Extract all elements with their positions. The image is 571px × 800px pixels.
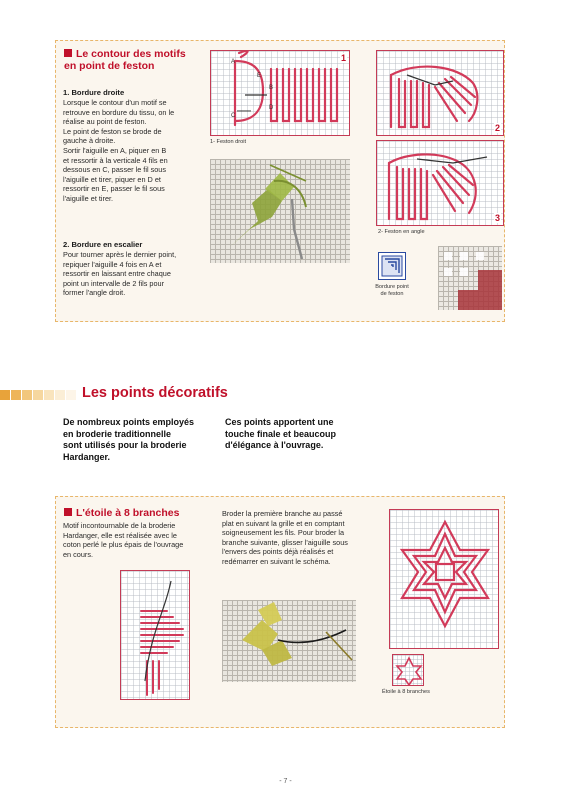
color-bar-square [11, 390, 21, 400]
etoile-instructions-line: soigneusement les fils. Pour broder la [222, 528, 345, 538]
color-bar-square [55, 390, 65, 400]
diagram-feston-angle-step2 [376, 50, 504, 136]
figure-number-2: 2 [494, 123, 500, 133]
section-title-etoile: L'étoile à 8 branches [64, 507, 179, 519]
diagram-etoile-branch [120, 570, 190, 700]
intro-right-paragraph [225, 417, 395, 452]
etoile-instructions-line: Broder la première branche au passé [222, 509, 343, 518]
point-label: D [269, 105, 274, 111]
page-title: Les points décoratifs [82, 385, 228, 401]
point-label: E [257, 73, 262, 79]
diagram-feston-droit [210, 50, 350, 136]
bordure-droite-line: Lorsque le contour d'un motif se [63, 98, 167, 107]
bordure-droite-line: réalise au point de feston. [63, 117, 147, 127]
bullet-square-icon [64, 49, 72, 57]
photo-feston-border-sample [438, 246, 502, 310]
intro-left-line: De nombreux points employés [63, 417, 195, 427]
bordure-droite-line: ressortir en E, passer le fil sous [63, 184, 165, 194]
intro-right-line: Ces points apportent une [225, 417, 334, 427]
feston-angle-stitches-2 [377, 51, 504, 136]
etoile-instructions-line: branche suivante, glisser l'aiguille sous [222, 537, 348, 547]
paragraph-bordure-droite [63, 98, 208, 204]
thumbnail-etoile [392, 654, 424, 686]
bordure-droite-line: dessous en C, passer le fil sous [63, 165, 167, 175]
intro-right-line: touche finale et beaucoup [225, 428, 337, 439]
etoile-intro-line: Motif incontournable de la broderie [63, 521, 176, 530]
intro-left-line: sont utilisés pour la broderie [63, 440, 187, 450]
paragraph-etoile-intro [63, 521, 213, 559]
bordure-droite-line: l'aiguille et tirer, piquer en D et [63, 174, 161, 184]
section-title-feston: Le contour des motifs en point de feston [64, 48, 186, 72]
color-bar-square [66, 390, 76, 400]
intro-right-line: d'élégance à l'ouvrage. [225, 440, 324, 450]
caption-etoile: Étoile à 8 branches [382, 689, 430, 695]
etoile-complete-stitches [390, 510, 499, 649]
etoile-intro-line: en cours. [63, 549, 94, 559]
intro-left-paragraph [63, 417, 233, 463]
etoile-instructions-line: l'envers des points déjà réalisés et [222, 547, 334, 557]
diagram-etoile-complete [389, 509, 499, 649]
bordure-escalier-line: point un intervalle de 2 fils pour [63, 278, 165, 288]
intro-left-line: en broderie traditionnelle [63, 428, 172, 439]
bordure-droite-line: Le point de feston se brode de [63, 126, 162, 136]
color-bar-square [33, 390, 43, 400]
bordure-escalier-line: repiquer l'aiguille 4 fois en A et [63, 259, 162, 269]
feston-droit-stitches [211, 51, 350, 136]
subheading-bordure-escalier: 2. Bordure en escalier [63, 240, 143, 249]
photo-etoile-embroidery [222, 600, 356, 682]
etoile-thumbnail-shape [393, 655, 424, 686]
feston-icon-shape [379, 253, 405, 279]
color-bar-square [22, 390, 32, 400]
point-label: A [231, 59, 236, 65]
bordure-droite-line: et ressortir à la verticale 4 fils en [63, 155, 168, 165]
etoile-instructions-line: plat en suivant la grille et en comptant [222, 518, 345, 528]
color-bar-square [44, 390, 54, 400]
caption-feston-angle: 2- Feston en angle [378, 229, 425, 235]
bordure-escalier-line: ressortir en laissant entre chaque [63, 269, 171, 279]
paragraph-bordure-escalier [63, 250, 208, 298]
bordure-escalier-line: Pour tourner après le dernier point, [63, 250, 177, 259]
etoile-instructions-line: redémarrer en suivant le schéma. [222, 556, 331, 566]
subheading-bordure-droite: 1. Bordure droite [63, 88, 125, 97]
page-number: - 7 - [279, 778, 292, 785]
bordure-droite-line: l'aiguille et tirer. [63, 193, 114, 203]
feston-angle-stitches-3 [377, 141, 504, 226]
color-bar-square [0, 390, 10, 400]
photo-feston-embroidery [210, 159, 350, 263]
point-label: C [231, 113, 236, 119]
figure-number-1: 1 [340, 53, 346, 63]
bordure-droite-line: Sortir l'aiguille en A, piquer en B [63, 145, 167, 155]
bullet-square-icon [64, 508, 72, 516]
feston-border-icon [378, 252, 406, 280]
bordure-droite-line: retrouve en bordure du tissu, on le [63, 107, 175, 117]
etoile-intro-line: Hardanger, elle est réalisée avec le [63, 530, 177, 540]
paragraph-etoile-instructions [222, 509, 382, 567]
intro-left-line: Hardanger. [63, 451, 111, 462]
etoile-branch-stitches [121, 571, 190, 700]
caption-feston-droit: 1- Feston droit [210, 139, 247, 145]
bordure-droite-line: gauche à droite. [63, 136, 116, 146]
point-label: B [269, 85, 274, 91]
etoile-intro-line: coton perlé le plus épais de l'ouvrage [63, 540, 184, 550]
caption-bordure-feston: Bordure point de feston [375, 284, 409, 297]
decorative-color-bar [0, 390, 90, 400]
diagram-feston-angle-step3 [376, 140, 504, 226]
bordure-escalier-line: former l'angle droit. [63, 288, 126, 298]
figure-number-3: 3 [494, 213, 500, 223]
border-sample-illustration [438, 246, 502, 310]
photo-etoile-illustration [222, 600, 356, 682]
photo-feston-illustration [210, 159, 350, 263]
